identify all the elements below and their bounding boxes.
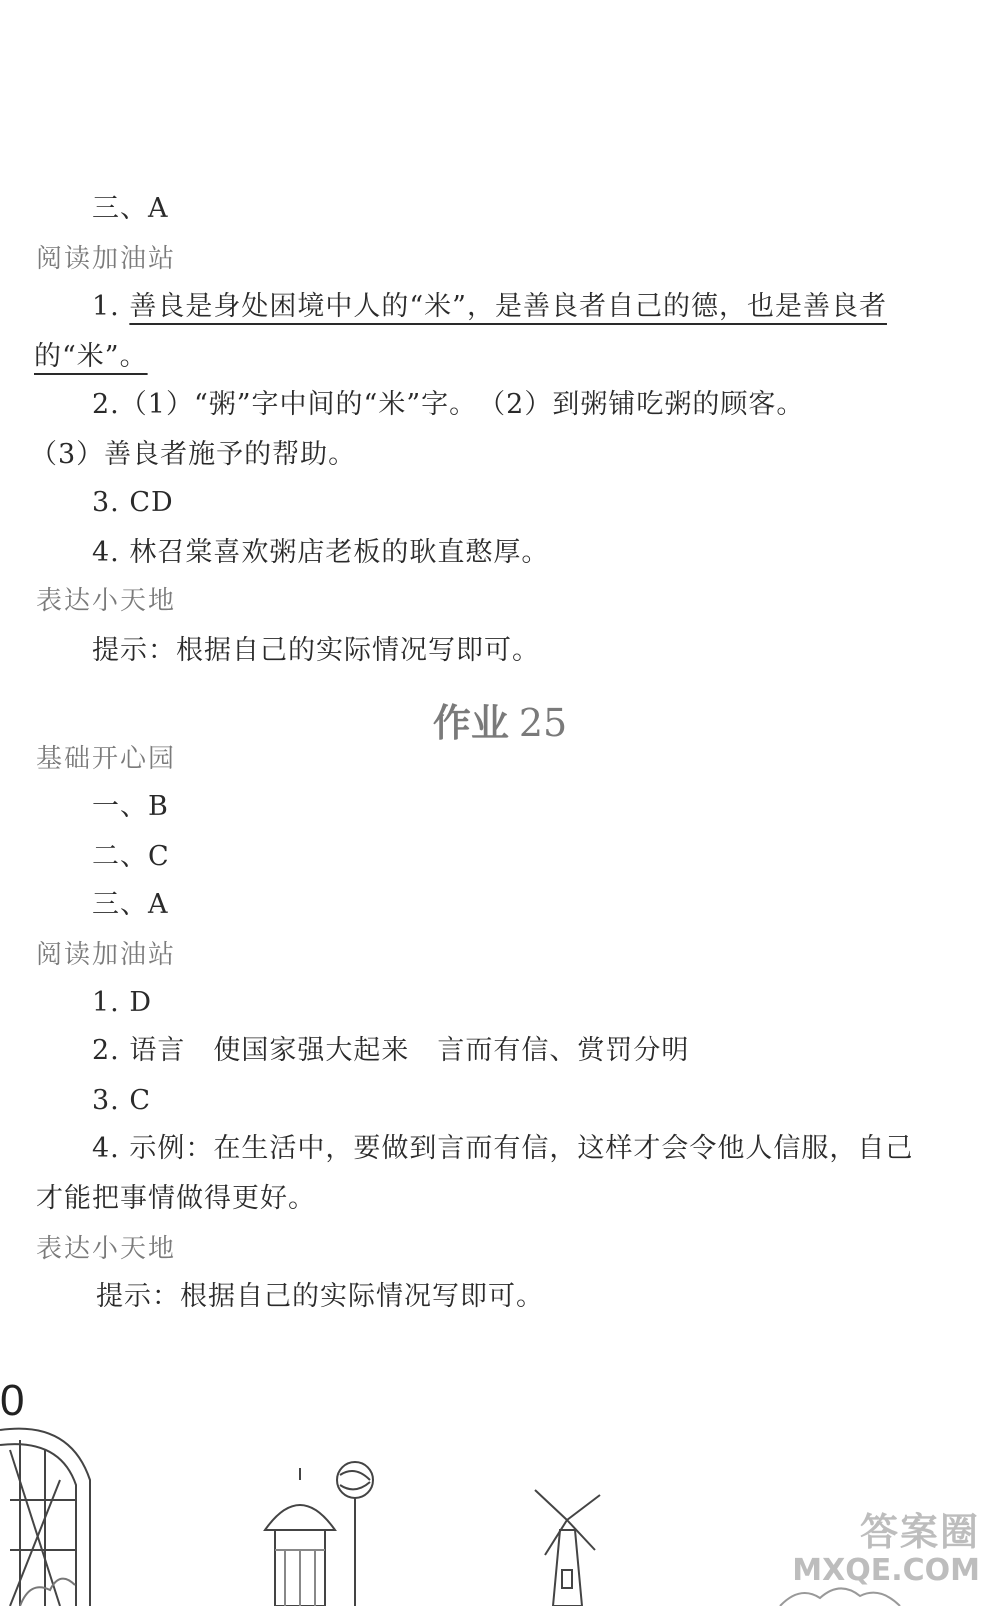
- section-title-express-2: 表达小天地: [36, 1234, 177, 1264]
- answer-3: 三、A: [92, 193, 169, 224]
- assignment-heading-label: 作业: [432, 701, 509, 745]
- section-title-reading: 阅读加油站: [36, 244, 177, 274]
- reading-answer-1-text-cont: 的“米”。: [34, 341, 148, 372]
- reading-answer-3: 3. CD: [92, 487, 174, 518]
- reading-answer-2-line1: 2.（1）“粥”字中间的“米”字。 （2）到粥铺吃粥的顾客。: [92, 389, 805, 420]
- basic-answer-2: 二、C: [92, 841, 170, 872]
- reading-answer-1-line1: [92, 290, 887, 324]
- section-title-express: 表达小天地: [36, 586, 177, 616]
- watermark: [792, 1510, 980, 1588]
- section-title-reading-2: 阅读加油站: [36, 940, 177, 970]
- reading2-answer-4-line1: 4. 示例：在生活中，要做到言而有信，这样才会令他人信服，自己: [92, 1133, 914, 1164]
- windmill-icon: [535, 1490, 600, 1606]
- basic-answer-1: 一、B: [92, 791, 169, 822]
- reading-answer-2-line2: （3）善良者施予的帮助。: [30, 439, 357, 470]
- basic-answer-3: 三、A: [92, 889, 169, 920]
- lollipop-icon: [337, 1462, 373, 1606]
- reading-answer-1-text: 善良是身处困境中人的“米”，是善良者自己的德，也是善良者: [129, 291, 887, 322]
- reading2-answer-2: 2. 语言 使国家强大起来 言而有信、赏罚分明: [92, 1035, 690, 1066]
- watermark-url: MXQE.COM: [792, 1553, 980, 1588]
- section-title-basic: 基础开心园: [36, 744, 177, 774]
- assignment-heading-number: 25: [518, 701, 568, 745]
- reading-answer-1-number: 1.: [92, 291, 120, 322]
- bush-icon: [780, 1588, 900, 1606]
- reading2-answer-4-line2: 才能把事情做得更好。: [36, 1183, 316, 1214]
- reading2-answer-1: 1. D: [92, 987, 152, 1018]
- watermark-text: 答案圈: [859, 1510, 980, 1554]
- reading-answer-1-line2: [34, 340, 148, 374]
- page-number: 0: [0, 1376, 25, 1425]
- ferris-wheel-icon: [0, 1429, 90, 1606]
- assignment-heading: [0, 700, 1000, 746]
- express-hint-2: 提示：根据自己的实际情况写即可。: [96, 1281, 544, 1312]
- reading2-answer-3: 3. C: [92, 1085, 152, 1116]
- cottage-icon: [265, 1468, 335, 1606]
- express-hint: 提示：根据自己的实际情况写即可。: [92, 635, 540, 666]
- reading-answer-4: 4. 林召棠喜欢粥店老板的耿直憨厚。: [92, 537, 550, 568]
